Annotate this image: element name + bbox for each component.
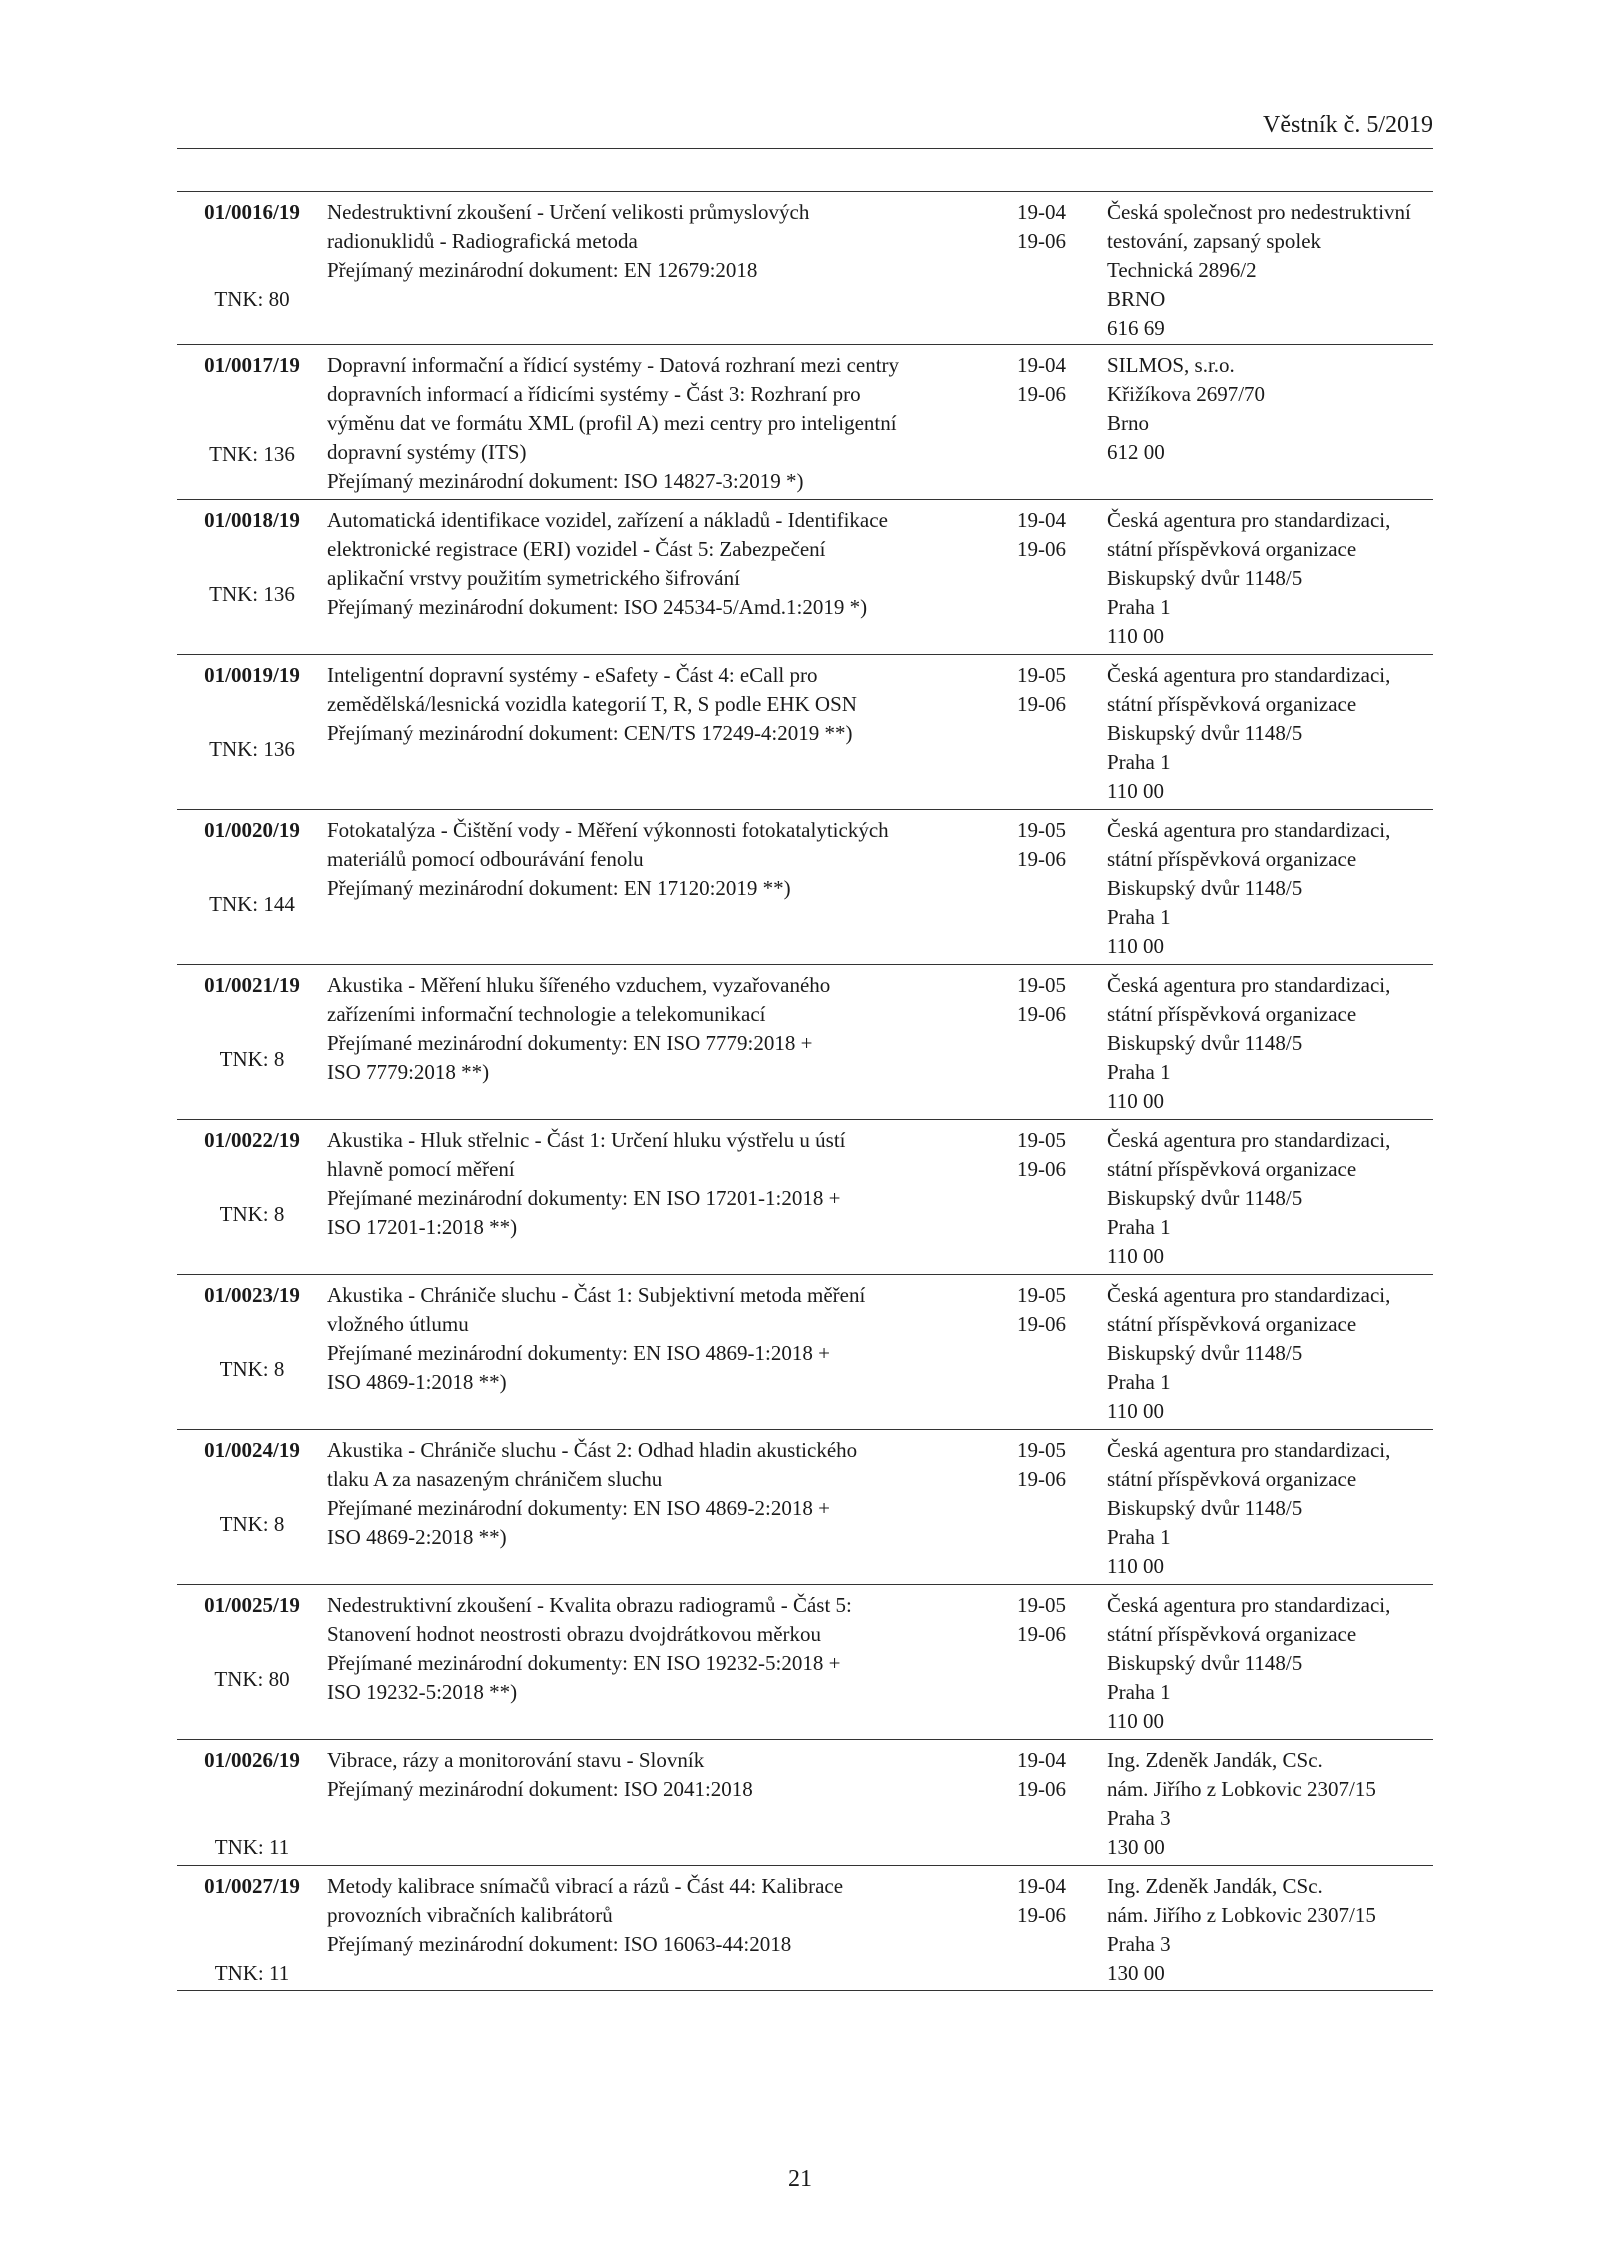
date-value: 19-06 xyxy=(1017,1002,1066,1026)
tnk-label: TNK: 8 xyxy=(219,1512,285,1536)
organization-line: Praha 1 xyxy=(1107,1060,1171,1084)
entry-dates xyxy=(1017,1126,1097,1184)
entry-number: 01/0024/19 xyxy=(204,1438,300,1462)
tnk-label: TNK: 11 xyxy=(214,1961,290,1985)
organization-line: Česká agentura pro standardizaci, xyxy=(1107,1438,1391,1462)
organization-line: testování, zapsaný spolek xyxy=(1107,229,1322,253)
entry-number: 01/0016/19 xyxy=(204,200,300,224)
description-line: Dopravní informační a řídicí systémy - Datová rozhraní mezi centry xyxy=(327,353,900,377)
organization-line: Brno xyxy=(1107,411,1149,435)
organization-line: Biskupský dvůr 1148/5 xyxy=(1107,1031,1303,1055)
description-line: Přejímané mezinárodní dokumenty: EN ISO 19232-5:2018 + xyxy=(327,1651,841,1675)
tnk-label: TNK: 136 xyxy=(209,442,295,466)
organization-line: 110 00 xyxy=(1107,934,1164,958)
description-line: zařízeními informační technologie a telekomunikací xyxy=(327,1002,766,1026)
entry-dates xyxy=(1017,506,1097,564)
organization-line: státní příspěvková organizace xyxy=(1107,1157,1357,1181)
organization-line: 110 00 xyxy=(1107,1244,1164,1268)
organization-line: Praha 1 xyxy=(1107,905,1171,929)
organization-line: státní příspěvková organizace xyxy=(1107,1467,1357,1491)
date-value: 19-04 xyxy=(1017,1748,1066,1772)
description-line: Přejímaný mezinárodní dokument: EN 17120:2019 **) xyxy=(327,876,791,900)
organization-line: Biskupský dvůr 1148/5 xyxy=(1107,1186,1303,1210)
organization-line: státní příspěvková organizace xyxy=(1107,847,1357,871)
standards-table xyxy=(177,191,1433,1991)
table-row xyxy=(177,965,1433,1120)
organization-line: 130 00 xyxy=(1107,1961,1165,1985)
organization-line: BRNO xyxy=(1107,287,1166,311)
description-line: dopravní systémy (ITS) xyxy=(327,440,527,464)
organization-line: Česká agentura pro standardizaci, xyxy=(1107,973,1391,997)
organization-line: Křižíkova 2697/70 xyxy=(1107,382,1266,406)
description-line: zemědělská/lesnická vozidla kategorií T, R, S podle EHK OSN xyxy=(327,692,857,716)
entry-number: 01/0022/19 xyxy=(204,1128,300,1152)
organization-line: Česká agentura pro standardizaci, xyxy=(1107,1128,1391,1152)
entry-number: 01/0023/19 xyxy=(204,1283,300,1307)
organization-line: SILMOS, s.r.o. xyxy=(1107,353,1235,377)
entry-number: 01/0019/19 xyxy=(204,663,300,687)
date-value: 19-04 xyxy=(1017,508,1066,532)
entry-organization xyxy=(1107,1436,1437,1581)
entry-dates xyxy=(1017,1591,1097,1649)
description-line: tlaku A za nasazeným chráničem sluchu xyxy=(327,1467,663,1491)
entry-number: 01/0020/19 xyxy=(204,818,300,842)
entry-dates xyxy=(1017,198,1097,256)
entry-dates xyxy=(1017,1872,1097,1930)
description-line: ISO 17201-1:2018 **) xyxy=(327,1215,518,1239)
description-line: Fotokatalýza - Čištění vody - Měření výkonnosti fotokatalytických xyxy=(327,818,889,842)
organization-line: Biskupský dvůr 1148/5 xyxy=(1107,1341,1303,1365)
date-value: 19-06 xyxy=(1017,1622,1066,1646)
description-line: Akustika - Chrániče sluchu - Část 2: Odhad hladin akustického xyxy=(327,1438,858,1462)
tnk-label: TNK: 11 xyxy=(214,1835,290,1859)
description-line: provozních vibračních kalibrátorů xyxy=(327,1903,613,1927)
organization-line: Biskupský dvůr 1148/5 xyxy=(1107,1496,1303,1520)
organization-line: 110 00 xyxy=(1107,624,1164,648)
organization-line: Biskupský dvůr 1148/5 xyxy=(1107,721,1303,745)
table-row xyxy=(177,810,1433,965)
date-value: 19-06 xyxy=(1017,1467,1066,1491)
description-line: Nedestruktivní zkoušení - Kvalita obrazu radiogramů - Část 5: xyxy=(327,1593,852,1617)
date-value: 19-05 xyxy=(1017,1283,1066,1307)
date-value: 19-06 xyxy=(1017,537,1066,561)
entry-number: 01/0017/19 xyxy=(204,353,300,377)
description-line: hlavně pomocí měření xyxy=(327,1157,515,1181)
organization-line: státní příspěvková organizace xyxy=(1107,1622,1357,1646)
description-line: Přejímané mezinárodní dokumenty: EN ISO 17201-1:2018 + xyxy=(327,1186,841,1210)
organization-line: 110 00 xyxy=(1107,1554,1164,1578)
organization-line: Praha 1 xyxy=(1107,750,1171,774)
entry-dates xyxy=(1017,1746,1097,1804)
tnk-label: TNK: 80 xyxy=(214,287,290,311)
description-line: ISO 19232-5:2018 **) xyxy=(327,1680,518,1704)
description-line: ISO 7779:2018 **) xyxy=(327,1060,490,1084)
description-line: ISO 4869-2:2018 **) xyxy=(327,1525,507,1549)
entry-dates xyxy=(1017,1436,1097,1494)
date-value: 19-06 xyxy=(1017,1157,1066,1181)
description-line: Přejímané mezinárodní dokumenty: EN ISO 7779:2018 + xyxy=(327,1031,813,1055)
organization-line: Praha 1 xyxy=(1107,1370,1171,1394)
description-line: aplikační vrstvy použitím symetrického šifrování xyxy=(327,566,740,590)
entry-organization xyxy=(1107,661,1437,806)
organization-line: 612 00 xyxy=(1107,440,1165,464)
entry-organization xyxy=(1107,351,1437,467)
entry-organization xyxy=(1107,1281,1437,1426)
description-line: materiálů pomocí odbourávání fenolu xyxy=(327,847,644,871)
organization-line: státní příspěvková organizace xyxy=(1107,692,1357,716)
date-value: 19-05 xyxy=(1017,663,1066,687)
entry-number: 01/0026/19 xyxy=(204,1748,300,1772)
description-line: Akustika - Chrániče sluchu - Část 1: Subjektivní metoda měření xyxy=(327,1283,866,1307)
table-row xyxy=(177,1275,1433,1430)
entry-organization xyxy=(1107,1746,1437,1862)
description-line: Nedestruktivní zkoušení - Určení velikosti průmyslových xyxy=(327,200,810,224)
date-value: 19-06 xyxy=(1017,1312,1066,1336)
table-row xyxy=(177,655,1433,810)
organization-line: Česká společnost pro nedestruktivní xyxy=(1107,200,1411,224)
organization-line: Česká agentura pro standardizaci, xyxy=(1107,818,1391,842)
table-row xyxy=(177,1120,1433,1275)
entry-dates xyxy=(1017,971,1097,1029)
organization-line: 616 69 xyxy=(1107,316,1165,340)
table-row xyxy=(177,1866,1433,1991)
entry-organization xyxy=(1107,1591,1437,1736)
entry-organization xyxy=(1107,506,1437,651)
entry-organization xyxy=(1107,971,1437,1116)
description-line: Automatická identifikace vozidel, zařízení a nákladů - Identifikace xyxy=(327,508,888,532)
date-value: 19-06 xyxy=(1017,692,1066,716)
description-line: Přejímaný mezinárodní dokument: ISO 14827-3:2019 *) xyxy=(327,469,804,493)
table-row xyxy=(177,192,1433,345)
organization-line: 130 00 xyxy=(1107,1835,1165,1859)
date-value: 19-05 xyxy=(1017,1593,1066,1617)
organization-line: nám. Jiřího z Lobkovic 2307/15 xyxy=(1107,1903,1376,1927)
date-value: 19-06 xyxy=(1017,229,1066,253)
entry-number: 01/0027/19 xyxy=(204,1874,300,1898)
organization-line: Technická 2896/2 xyxy=(1107,258,1257,282)
date-value: 19-05 xyxy=(1017,1128,1066,1152)
organization-line: Praha 1 xyxy=(1107,1525,1171,1549)
date-value: 19-06 xyxy=(1017,382,1066,406)
entry-organization xyxy=(1107,198,1437,343)
date-value: 19-06 xyxy=(1017,1903,1066,1927)
table-row xyxy=(177,500,1433,655)
organization-line: Praha 3 xyxy=(1107,1806,1171,1830)
date-value: 19-04 xyxy=(1017,1874,1066,1898)
organization-line: 110 00 xyxy=(1107,779,1164,803)
entry-organization xyxy=(1107,1126,1437,1271)
organization-line: nám. Jiřího z Lobkovic 2307/15 xyxy=(1107,1777,1376,1801)
table-row xyxy=(177,1740,1433,1866)
description-line: vložného útlumu xyxy=(327,1312,469,1336)
description-line: výměnu dat ve formátu XML (profil A) mezi centry pro inteligentní xyxy=(327,411,897,435)
organization-line: Praha 1 xyxy=(1107,1680,1171,1704)
organization-line: Ing. Zdeněk Jandák, CSc. xyxy=(1107,1748,1323,1772)
organization-line: Praha 1 xyxy=(1107,1215,1171,1239)
date-value: 19-04 xyxy=(1017,353,1066,377)
description-line: Přejímaný mezinárodní dokument: ISO 2041:2018 xyxy=(327,1777,753,1801)
organization-line: státní příspěvková organizace xyxy=(1107,537,1357,561)
organization-line: státní příspěvková organizace xyxy=(1107,1002,1357,1026)
tnk-label: TNK: 144 xyxy=(209,892,295,916)
tnk-label: TNK: 8 xyxy=(219,1202,285,1226)
description-line: elektronické registrace (ERI) vozidel - Část 5: Zabezpečení xyxy=(327,537,826,561)
description-line: Přejímané mezinárodní dokumenty: EN ISO 4869-2:2018 + xyxy=(327,1496,830,1520)
organization-line: Česká agentura pro standardizaci, xyxy=(1107,508,1391,532)
description-line: Přejímané mezinárodní dokumenty: EN ISO 4869-1:2018 + xyxy=(327,1341,830,1365)
entry-dates xyxy=(1017,1281,1097,1339)
organization-line: státní příspěvková organizace xyxy=(1107,1312,1357,1336)
organization-line: Česká agentura pro standardizaci, xyxy=(1107,1283,1391,1307)
description-line: Inteligentní dopravní systémy - eSafety - Část 4: eCall pro xyxy=(327,663,818,687)
description-line: dopravních informací a řídicími systémy - Část 3: Rozhraní pro xyxy=(327,382,861,406)
entry-number: 01/0025/19 xyxy=(204,1593,300,1617)
page-number: 21 xyxy=(788,2166,812,2192)
page-header xyxy=(177,112,1433,149)
description-line: radionuklidů - Radiografická metoda xyxy=(327,229,638,253)
entry-number: 01/0018/19 xyxy=(204,508,300,532)
date-value: 19-04 xyxy=(1017,200,1066,224)
organization-line: Biskupský dvůr 1148/5 xyxy=(1107,566,1303,590)
tnk-label: TNK: 80 xyxy=(214,1667,290,1691)
description-line: Akustika - Hluk střelnic - Část 1: Určení hluku výstřelu u ústí xyxy=(327,1128,846,1152)
table-row xyxy=(177,1430,1433,1585)
entry-number: 01/0021/19 xyxy=(204,973,300,997)
description-line: Přejímaný mezinárodní dokument: ISO 24534-5/Amd.1:2019 *) xyxy=(327,595,868,619)
date-value: 19-05 xyxy=(1017,973,1066,997)
entry-dates xyxy=(1017,351,1097,409)
organization-line: 110 00 xyxy=(1107,1399,1164,1423)
entry-dates xyxy=(1017,816,1097,874)
organization-line: Biskupský dvůr 1148/5 xyxy=(1107,1651,1303,1675)
organization-line: Ing. Zdeněk Jandák, CSc. xyxy=(1107,1874,1323,1898)
date-value: 19-05 xyxy=(1017,1438,1066,1462)
organization-line: 110 00 xyxy=(1107,1709,1164,1733)
tnk-label: TNK: 8 xyxy=(219,1357,285,1381)
organization-line: 110 00 xyxy=(1107,1089,1164,1113)
description-line: Stanovení hodnot neostrosti obrazu dvojdrátkovou měrkou xyxy=(327,1622,822,1646)
description-line: Přejímaný mezinárodní dokument: CEN/TS 17249-4:2019 **) xyxy=(327,721,853,745)
description-line: Akustika - Měření hluku šířeného vzduchem, vyzařovaného xyxy=(327,973,831,997)
description-line: Přejímaný mezinárodní dokument: EN 12679:2018 xyxy=(327,258,758,282)
organization-line: Praha 3 xyxy=(1107,1932,1171,1956)
date-value: 19-06 xyxy=(1017,847,1066,871)
description-line: ISO 4869-1:2018 **) xyxy=(327,1370,507,1394)
description-line: Přejímaný mezinárodní dokument: ISO 16063-44:2018 xyxy=(327,1932,792,1956)
organization-line: Praha 1 xyxy=(1107,595,1171,619)
table-row xyxy=(177,1585,1433,1740)
description-line: Vibrace, rázy a monitorování stavu - Slovník xyxy=(327,1748,705,1772)
description-line: Metody kalibrace snímačů vibrací a rázů - Část 44: Kalibrace xyxy=(327,1874,844,1898)
tnk-label: TNK: 136 xyxy=(209,737,295,761)
entry-dates xyxy=(1017,661,1097,719)
entry-organization xyxy=(1107,1872,1437,1988)
organization-line: Česká agentura pro standardizaci, xyxy=(1107,663,1391,687)
date-value: 19-05 xyxy=(1017,818,1066,842)
organization-line: Česká agentura pro standardizaci, xyxy=(1107,1593,1391,1617)
tnk-label: TNK: 136 xyxy=(209,582,295,606)
date-value: 19-06 xyxy=(1017,1777,1066,1801)
bulletin-title: Věstník č. 5/2019 xyxy=(1263,112,1433,138)
organization-line: Biskupský dvůr 1148/5 xyxy=(1107,876,1303,900)
table-row xyxy=(177,345,1433,500)
entry-organization xyxy=(1107,816,1437,961)
tnk-label: TNK: 8 xyxy=(219,1047,285,1071)
